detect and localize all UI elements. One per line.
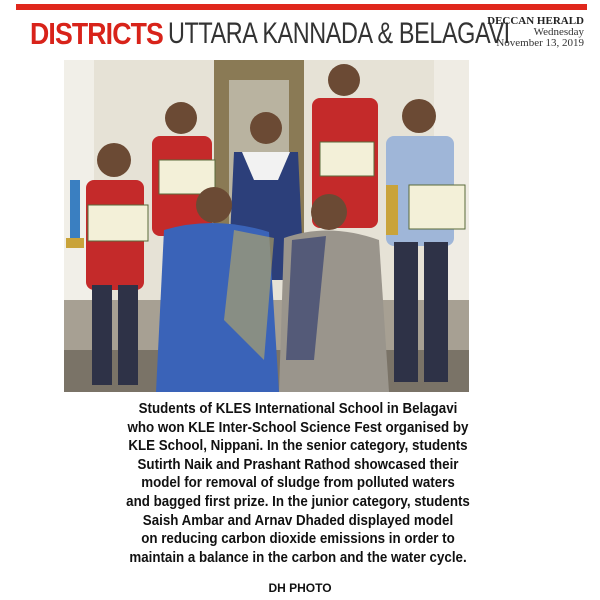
- publication-date: November 13, 2019: [496, 37, 584, 49]
- section-title: DISTRICTS: [30, 16, 163, 51]
- publication-weekday: Wednesday: [533, 26, 584, 38]
- publication-block: [487, 16, 584, 49]
- caption-line: Saish Ambar and Arnav Dhaded displayed model: [142, 512, 454, 529]
- caption-line: Sutirth Naik and Prashant Rathod showcased their: [137, 456, 459, 473]
- caption-line: maintain a balance in the carbon and the water cycle.: [129, 549, 467, 566]
- top-rule: [16, 4, 587, 10]
- publication-name: DECCAN HERALD: [487, 15, 584, 27]
- photo-caption: [77, 400, 519, 567]
- caption-line: who won KLE Inter-School Science Fest organised by: [127, 419, 469, 436]
- caption-line: on reducing carbon dioxide emissions in order to: [141, 531, 455, 548]
- caption-line: model for removal of sludge from polluted waters: [141, 475, 455, 492]
- caption-line: and bagged first prize. In the junior category, students: [126, 493, 470, 510]
- photo-credit: DH PHOTO: [268, 581, 332, 595]
- caption-line: Students of KLES International School in Belagavi: [138, 401, 458, 417]
- group-photo: [64, 60, 469, 392]
- caption-line: KLE School, Nippani. In the senior category, students: [128, 438, 468, 455]
- region-title: UTTARA KANNADA & BELAGAVI: [168, 17, 510, 50]
- group-photo-icon: [64, 60, 469, 392]
- masthead: [30, 14, 590, 54]
